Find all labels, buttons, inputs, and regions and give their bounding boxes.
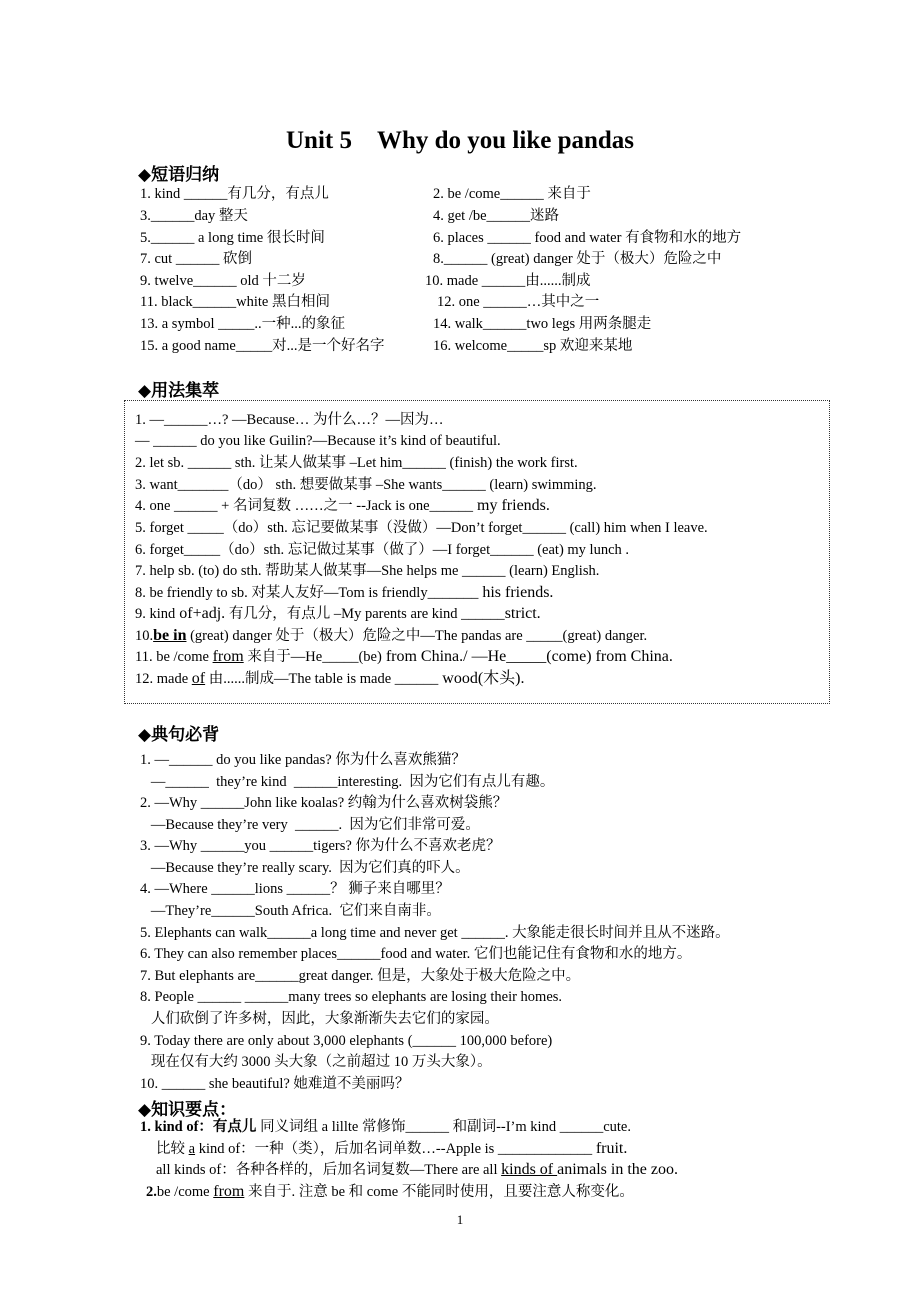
- phrase-item: 4. get /be______迷路: [433, 208, 560, 224]
- usage-text: of+adj.: [175, 605, 226, 622]
- usage-text: wood(木头).: [438, 670, 525, 687]
- point-text: 来自于. 注意 be 和 come 不能同时使用，且要注意人称变化。: [244, 1184, 634, 1200]
- phrase-item: 15. a good name_____对...是一个好名字: [140, 338, 385, 354]
- point-key: from: [213, 1183, 245, 1200]
- sentence-line: —Because they’re really scary. 因为它们真的吓人。: [140, 860, 470, 876]
- usage-key: be in: [153, 627, 187, 644]
- sentence-line: 4. —Where ______lions ______？ 狮子来自哪里？: [140, 881, 450, 897]
- point-text: fruit.: [595, 1140, 628, 1157]
- phrase-item: 2. be /come______ 来自于: [433, 186, 591, 202]
- sentence-line: —______ they’re kind ______interesting. 因为它们有点儿有趣。: [140, 774, 555, 790]
- usage-line: 6. forget_____（do）sth. 忘记做过某事（做了）—I forget______ (eat) my lunch .: [135, 542, 630, 558]
- phrase-item: 3.______day 整天: [140, 208, 248, 224]
- section-points-heading: ◆知识要点：: [138, 1100, 237, 1119]
- phrase-item: 6. places ______ food and water 有食物和水的地方: [433, 230, 742, 246]
- usage-text: 4. one ______ + 名词复数 ……之一 --Jack is one______: [135, 498, 474, 514]
- section-usage-heading: ◆用法集萃: [138, 381, 220, 400]
- phrase-item: 10. made ______由......制成: [425, 273, 591, 289]
- phrase-item: 9. twelve______ old 十二岁: [140, 273, 306, 289]
- usage-line: [135, 605, 541, 623]
- point-line: [140, 1118, 631, 1136]
- point-key: kinds of: [501, 1161, 558, 1178]
- usage-text: 8. be friendly to sb. 对某人友好—Tom is friendly_______: [135, 585, 479, 601]
- phrase-item: 13. a symbol _____..一种...的象征: [140, 316, 346, 332]
- sentence-line: 5. Elephants can walk______a long time and never get ______. 大象能走很长时间并且从不迷路。: [140, 925, 730, 941]
- phrase-item: 8.______ (great) danger 处于（极大）危险之中: [433, 251, 722, 267]
- usage-line: 7. help sb. (to) do sth. 帮助某人做某事—She helps me ______ (learn) English.: [135, 563, 600, 579]
- usage-text: 由......制成—The table is made ______: [205, 671, 439, 687]
- usage-text: 来自于—He_____(be): [243, 649, 382, 665]
- usage-key: from: [212, 648, 244, 665]
- point-text: kind of：一种（类），后加名词单数…--Apple is _____________: [195, 1141, 596, 1157]
- sentence-line: 7. But elephants are______great danger. 但是，大象处于极大危险之中。: [140, 968, 581, 984]
- sentence-line: 1. —______ do you like pandas? 你为什么喜欢熊猫？: [140, 752, 466, 768]
- sentence-line: 2. —Why ______John like koalas? 约翰为什么喜欢树袋熊？: [140, 795, 508, 811]
- phrase-item: 1. kind ______有几分，有点儿: [140, 186, 329, 202]
- usage-key: of: [191, 670, 206, 687]
- point-line: [156, 1140, 627, 1158]
- point-line: [146, 1183, 634, 1201]
- usage-line: [135, 627, 647, 645]
- point-text: 同义词组 a lillte 常修饰______ 和副词--I’m kind ______cute.: [256, 1119, 631, 1135]
- usage-text: my friends.: [473, 497, 550, 514]
- page-title: Unit 5 Why do you like pandas: [285, 127, 635, 154]
- phrase-item: 11. black______white 黑白相间: [140, 294, 330, 310]
- page-number: 1: [456, 1212, 464, 1227]
- sentence-line: 人们砍倒了许多树，因此，大象渐渐失去它们的家园。: [140, 1011, 499, 1027]
- usage-line: 2. let sb. ______ sth. 让某人做某事 –Let him______ (finish) the work first.: [135, 455, 578, 471]
- sentence-line: 8. People ______ ______many trees so elephants are losing their homes.: [140, 989, 563, 1005]
- phrase-item: 12. one ______…其中之一: [437, 294, 600, 310]
- point-text: be /come: [156, 1184, 214, 1200]
- sentence-line: —They’re______South Africa. 它们来自南非。: [140, 903, 441, 919]
- sentence-line: 现在仅有大约 3000 头大象（之前超过 10 万头大象）。: [140, 1054, 492, 1070]
- phrase-item: 5.______ a long time 很长时间: [140, 230, 325, 246]
- sentence-line: 10. ______ she beautiful? 她难道不美丽吗？: [140, 1076, 410, 1092]
- usage-text: 11. be /come: [135, 649, 213, 665]
- point-label: 2.: [146, 1184, 157, 1200]
- usage-line: — ______ do you like Guilin?—Because it’s kind of beautiful.: [135, 433, 501, 449]
- usage-text: (great) danger 处于（极大）危险之中—The pandas are _____(great) danger.: [186, 628, 648, 644]
- section-sentences-heading: ◆典句必背: [138, 725, 220, 744]
- usage-line: [135, 648, 673, 666]
- sentence-line: 6. They can also remember places______food and water. 它们也能记住有食物和水的地方。: [140, 946, 692, 962]
- usage-text: 12. made: [135, 671, 192, 687]
- sentence-line: —Because they’re very ______. 因为它们非常可爱。: [140, 817, 480, 833]
- phrase-item: 14. walk______two legs 用两条腿走: [433, 316, 652, 332]
- usage-text: his friends.: [478, 584, 554, 601]
- usage-text: from China./ —He_____(come) from China.: [381, 648, 673, 665]
- point-line: [156, 1161, 678, 1179]
- usage-line: [135, 670, 525, 688]
- usage-text: 有几分，有点儿 –My parents are kind ______: [225, 606, 505, 622]
- phrase-item: 16. welcome_____sp 欢迎来某地: [433, 338, 633, 354]
- point-text: animals in the zoo.: [557, 1161, 678, 1178]
- usage-text: 10.: [135, 628, 154, 644]
- usage-line: 5. forget _____（do）sth. 忘记要做某事（没做）—Don’t forget______ (call) him when I leave.: [135, 520, 708, 536]
- phrase-item: 7. cut ______ 砍倒: [140, 251, 252, 267]
- sentence-line: 3. —Why ______you ______tigers? 你为什么不喜欢老虎？: [140, 838, 501, 854]
- section-phrases-heading: ◆短语归纳: [138, 165, 220, 184]
- point-text: 比较: [156, 1141, 189, 1157]
- usage-line: [135, 584, 553, 602]
- usage-text: strict.: [504, 605, 541, 622]
- sentence-line: 9. Today there are only about 3,000 elephants (______ 100,000 before): [140, 1033, 553, 1049]
- point-label: 1. kind of：有点儿: [140, 1119, 257, 1135]
- usage-text: 9. kind: [135, 606, 176, 622]
- point-text: all kinds of：各种各样的，后加名词复数—There are all: [156, 1162, 502, 1178]
- usage-line: 3. want_______（do） sth. 想要做某事 –She wants______ (learn) swimming.: [135, 477, 597, 493]
- usage-line: [135, 497, 550, 515]
- usage-line: 1. —______…? —Because… 为什么…？—因为…: [135, 412, 444, 428]
- point-key: a: [188, 1141, 196, 1157]
